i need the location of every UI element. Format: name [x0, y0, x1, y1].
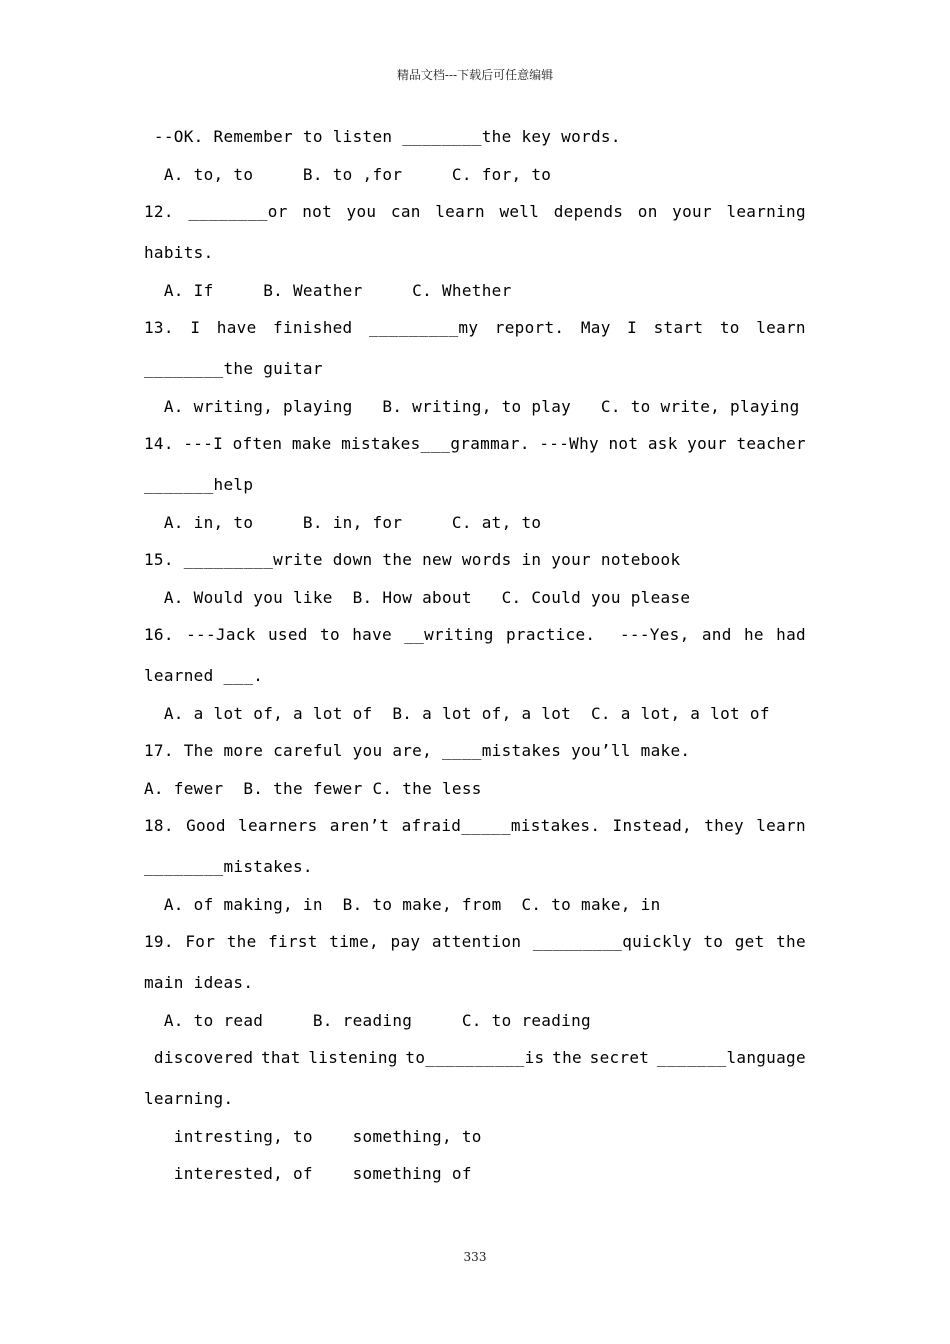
text-line: intresting, to something, to	[144, 1126, 482, 1146]
word: Good	[186, 816, 226, 835]
word: report.	[494, 318, 565, 337]
word: ---Why	[539, 434, 599, 453]
text-line: A. Would you like B. How about C. Could you please	[144, 587, 691, 607]
text-line: habits.	[144, 243, 214, 262]
word: learn	[435, 202, 485, 221]
text-line: _______help	[144, 475, 254, 494]
word: often	[232, 434, 283, 453]
word: aren’t	[329, 816, 390, 835]
text-line: 15. _________write down the new words in your notebook	[144, 550, 681, 569]
word: _________my	[369, 318, 479, 337]
text-line	[144, 813, 806, 854]
word: you	[346, 202, 377, 221]
word: and	[701, 625, 732, 644]
word: time,	[329, 932, 379, 951]
word: ________or	[188, 202, 288, 221]
text-line	[144, 622, 806, 663]
word: _______language	[656, 1048, 806, 1067]
text-line: A. a lot of, a lot of B. a lot of, a lot C. a lot, a lot of	[144, 703, 770, 723]
word: used	[267, 625, 308, 644]
word: __writing	[404, 625, 494, 644]
word: _________quickly	[532, 932, 692, 951]
word: learning	[726, 202, 806, 221]
word: practice.	[505, 625, 596, 644]
text-line	[144, 1045, 806, 1086]
word: your	[672, 202, 712, 221]
text-line: A. to, to B. to ,for C. for, to	[144, 164, 552, 184]
word: attention	[431, 932, 522, 951]
text-line	[144, 315, 806, 356]
text-line: A. in, to B. in, for C. at, to	[144, 512, 542, 532]
word: have	[352, 625, 392, 644]
word: ---Yes,	[620, 625, 690, 644]
word: learners	[238, 816, 318, 835]
word: Instead,	[612, 816, 692, 835]
word: pay	[390, 932, 421, 951]
word: ---I	[183, 434, 224, 453]
word: make	[291, 434, 332, 453]
word: get	[734, 932, 765, 951]
text-line: A. to read B. reading C. to reading	[144, 1010, 591, 1030]
word: first	[268, 932, 318, 951]
word: learn	[756, 816, 806, 835]
word: the	[226, 932, 257, 951]
word: 19.	[144, 932, 174, 951]
word: 14.	[144, 434, 174, 453]
text-line: interested, of something of	[144, 1164, 472, 1183]
word: May	[580, 318, 611, 337]
text-line: 17. The more careful you are, ____mistakes you’ll make.	[144, 741, 691, 760]
word: finished	[273, 318, 353, 337]
text-line	[144, 431, 806, 472]
word: afraid_____mistakes.	[401, 816, 601, 835]
word: ---Jack	[186, 625, 256, 644]
text-line: ________the guitar	[144, 359, 323, 378]
word: to__________is	[405, 1048, 545, 1067]
page-number: 333	[463, 1250, 487, 1264]
word: he	[743, 625, 764, 644]
page-header: 精品文档---下载后可任意编辑	[396, 68, 554, 82]
text-line: ________mistakes.	[144, 857, 313, 876]
word: your	[687, 434, 727, 453]
text-line: A. of making, in B. to make, from C. to make, in	[144, 894, 661, 914]
word: well	[499, 202, 540, 221]
text-line: main ideas.	[144, 973, 254, 992]
word: depends	[553, 202, 624, 221]
text-line: learning.	[144, 1089, 234, 1108]
word: 13.	[144, 318, 174, 337]
text-line	[144, 929, 806, 970]
word: discovered	[144, 1048, 254, 1067]
word: teacher	[736, 434, 806, 453]
word: learn	[756, 318, 806, 337]
document-body	[144, 124, 806, 1199]
text-line: A. fewer B. the fewer C. the less	[144, 778, 482, 798]
word: 16.	[144, 625, 174, 644]
word: to	[719, 318, 740, 337]
text-line: A. If B. Weather C. Whether	[144, 280, 512, 300]
text-line: A. writing, playing B. writing, to play C. to write, playing	[144, 396, 800, 416]
word: not	[608, 434, 639, 453]
word: the	[776, 932, 806, 951]
word: secret	[589, 1048, 650, 1067]
word: ask	[647, 434, 678, 453]
word: I	[190, 318, 201, 337]
text-line: --OK. Remember to listen ________the key words.	[144, 127, 621, 146]
word: For	[185, 932, 216, 951]
word: 18.	[144, 816, 174, 835]
word: can	[390, 202, 421, 221]
word: 12.	[144, 202, 174, 221]
word: on	[637, 202, 658, 221]
word: not	[302, 202, 333, 221]
word: start	[653, 318, 704, 337]
word: they	[704, 816, 744, 835]
word: mistakes___grammar.	[341, 434, 530, 453]
word: to	[703, 932, 724, 951]
word: the	[552, 1048, 582, 1067]
word: have	[216, 318, 257, 337]
text-line: learned ___.	[144, 666, 264, 685]
word: listening	[308, 1048, 398, 1067]
text-line	[144, 199, 806, 240]
word: had	[776, 625, 806, 644]
word: that	[260, 1048, 301, 1067]
word: to	[320, 625, 340, 644]
word: I	[627, 318, 638, 337]
